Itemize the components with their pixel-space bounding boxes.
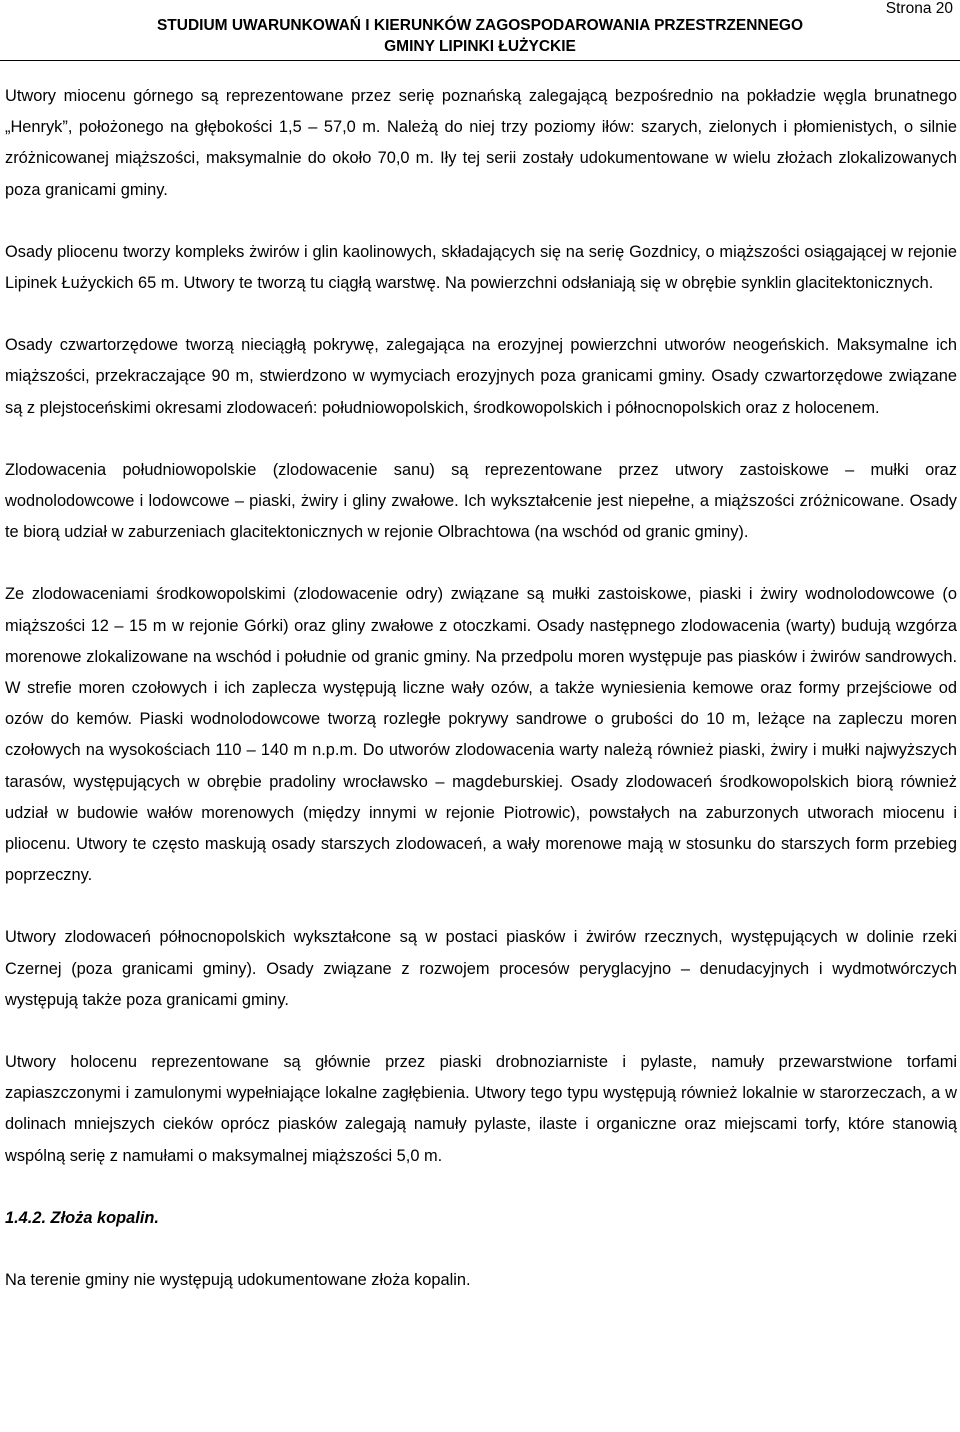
paragraph-gap — [5, 424, 957, 455]
paragraph-pliocene: Osady pliocenu tworzy kompleks żwirów i glin kaolinowych, składających się na serię Gozdnicy, o miąższości osiągającej w rejonie Lipinek Łużyckich 65 m. Utwory te tworzą tu ciągłą warstwę. Na powierzchni odsłaniają się w obrębie synklin glacitektonicznych. — [5, 242, 957, 293]
paragraph-gap — [5, 548, 957, 579]
paragraph-gap — [5, 1234, 957, 1265]
paragraph-north-polish-glaciations: Utwory zlodowaceń północnopolskich wykształcone są w postaci piasków i żwirów rzecznych, występujących w dolinie rzeki Czernej (poza granicami gminy). Osady związane z rozwojem procesów peryglacyjno – denudacyjnych i wydmotwórczych występują także poza granicami gminy. — [5, 928, 957, 1009]
header-divider — [0, 60, 960, 61]
paragraph-central-polish-glaciations: Ze zlodowaceniami środkowopolskimi (zlodowacenie odry) związane są mułki zastoiskowe, piaski i żwiry wodnolodowcowe (o miąższości 12 – 15 m w rejonie Górki) oraz gliny zwałowe z otoczkami. Osady następnego zlodowacenia (warty) budują wzgórza morenowe zlokalizowane na wschód i południe od granic gminy. Na przedpolu moren występuje pas piasków i żwirów sandrowych. W strefie moren czołowych i ich zaplecza występują liczne wały ozów, a także wyniesienia kemowe oraz formy przejściowe od ozów do kemów. Piaski wodnolodowcowe tworzą rozległe pokrywy sandrowe o grubości do 10 m, leżące na zapleczu moren czołowych na wysokościach 110 – 140 m n.p.m. Do utworów zlodowacenia warty należą również piaski, żwiry i mułki najwyższych tarasów, występujących w obrębie pradoliny wrocławsko – magdeburskiej. Osady zlodowaceń środkowopolskich biorą również udział w budowie wałów morenowych (między innymi w rejonie Piotrowic), powstałych na zaburzonych utworach miocenu i pliocenu. Utwory te często maskują osady starszych zlodowaceń, a wały morenowe mają w stosunku do starszych form przebieg poprzeczny. — [5, 585, 957, 885]
paragraph-miocene: Utwory miocenu górnego są reprezentowane przez serię poznańską zalegającą bezpośrednio na pokładzie węgla brunatnego „Henryk”, położonego na głębokości 1,5 – 57,0 m. Należą do niej trzy poziomy iłów: szarych, zielonych i płomienistych, o silnie zróżnicowanej miąższości, maksymalnie do około 70,0 m. Iły tej serii zostały udokumentowane w wielu złożach zlokalizowanych poza granicami gminy. — [5, 87, 957, 199]
paragraph-gap — [5, 206, 957, 237]
document-header — [0, 15, 960, 57]
paragraph-gap — [5, 1172, 957, 1203]
paragraph-quaternary: Osady czwartorzędowe tworzą nieciągłą pokrywę, zalegająca na erozyjnej powierzchni utworów neogeńskich. Maksymalne ich miąższości, przekraczające 90 m, stwierdzono w wymyciach erozyjnych poza granicami gminy. Osady czwartorzędowe związane są z plejstoceńskimi okresami zlodowaceń: południowopolskich, środkowopolskich i północnopolskich oraz z holocenem. — [5, 336, 957, 417]
header-title-line2: GMINY LIPINKI ŁUŻYCKIE — [384, 38, 576, 55]
section-heading: 1.4.2. Złoża kopalin. — [5, 1208, 159, 1227]
document-body — [5, 81, 957, 1296]
paragraph-gap — [5, 891, 957, 922]
paragraph-south-polish-glaciations: Zlodowacenia południowopolskie (zlodowacenie sanu) są reprezentowane przez utwory zastoiskowe – mułki oraz wodnolodowcowe i lodowcowe – piaski, żwiry i gliny zwałowe. Ich wykształcenie jest niepełne, a miąższości zróżnicowane. Osady te biorą udział w zaburzeniach glacitektonicznych w rejonie Olbrachtowa (na wschód od granic gminy). — [5, 460, 957, 542]
page-number: Strona 20 — [885, 0, 953, 17]
paragraph-gap — [5, 299, 957, 330]
paragraph-mineral-deposits: Na terenie gminy nie występują udokumentowane złoża kopalin. — [5, 1271, 471, 1290]
paragraph-gap — [5, 1016, 957, 1047]
paragraph-holocene: Utwory holocenu reprezentowane są głównie przez piaski drobnoziarniste i pylaste, namuły przewarstwione torfami zapiaszczonymi i zamulonymi wypełniające lokalne zagłębienia. Utwory tego typu występują również lokalnie w starorzeczach, a w dolinach mniejszych cieków oprócz piasków zalegają namuły pylaste, ilaste i organiczne oraz miejscami torfy, które stanowią wspólną serię z namułami o maksymalnej miąższości 5,0 m. — [5, 1053, 957, 1165]
header-title-line1: STUDIUM UWARUNKOWAŃ I KIERUNKÓW ZAGOSPODAROWANIA PRZESTRZENNEGO — [156, 17, 804, 34]
